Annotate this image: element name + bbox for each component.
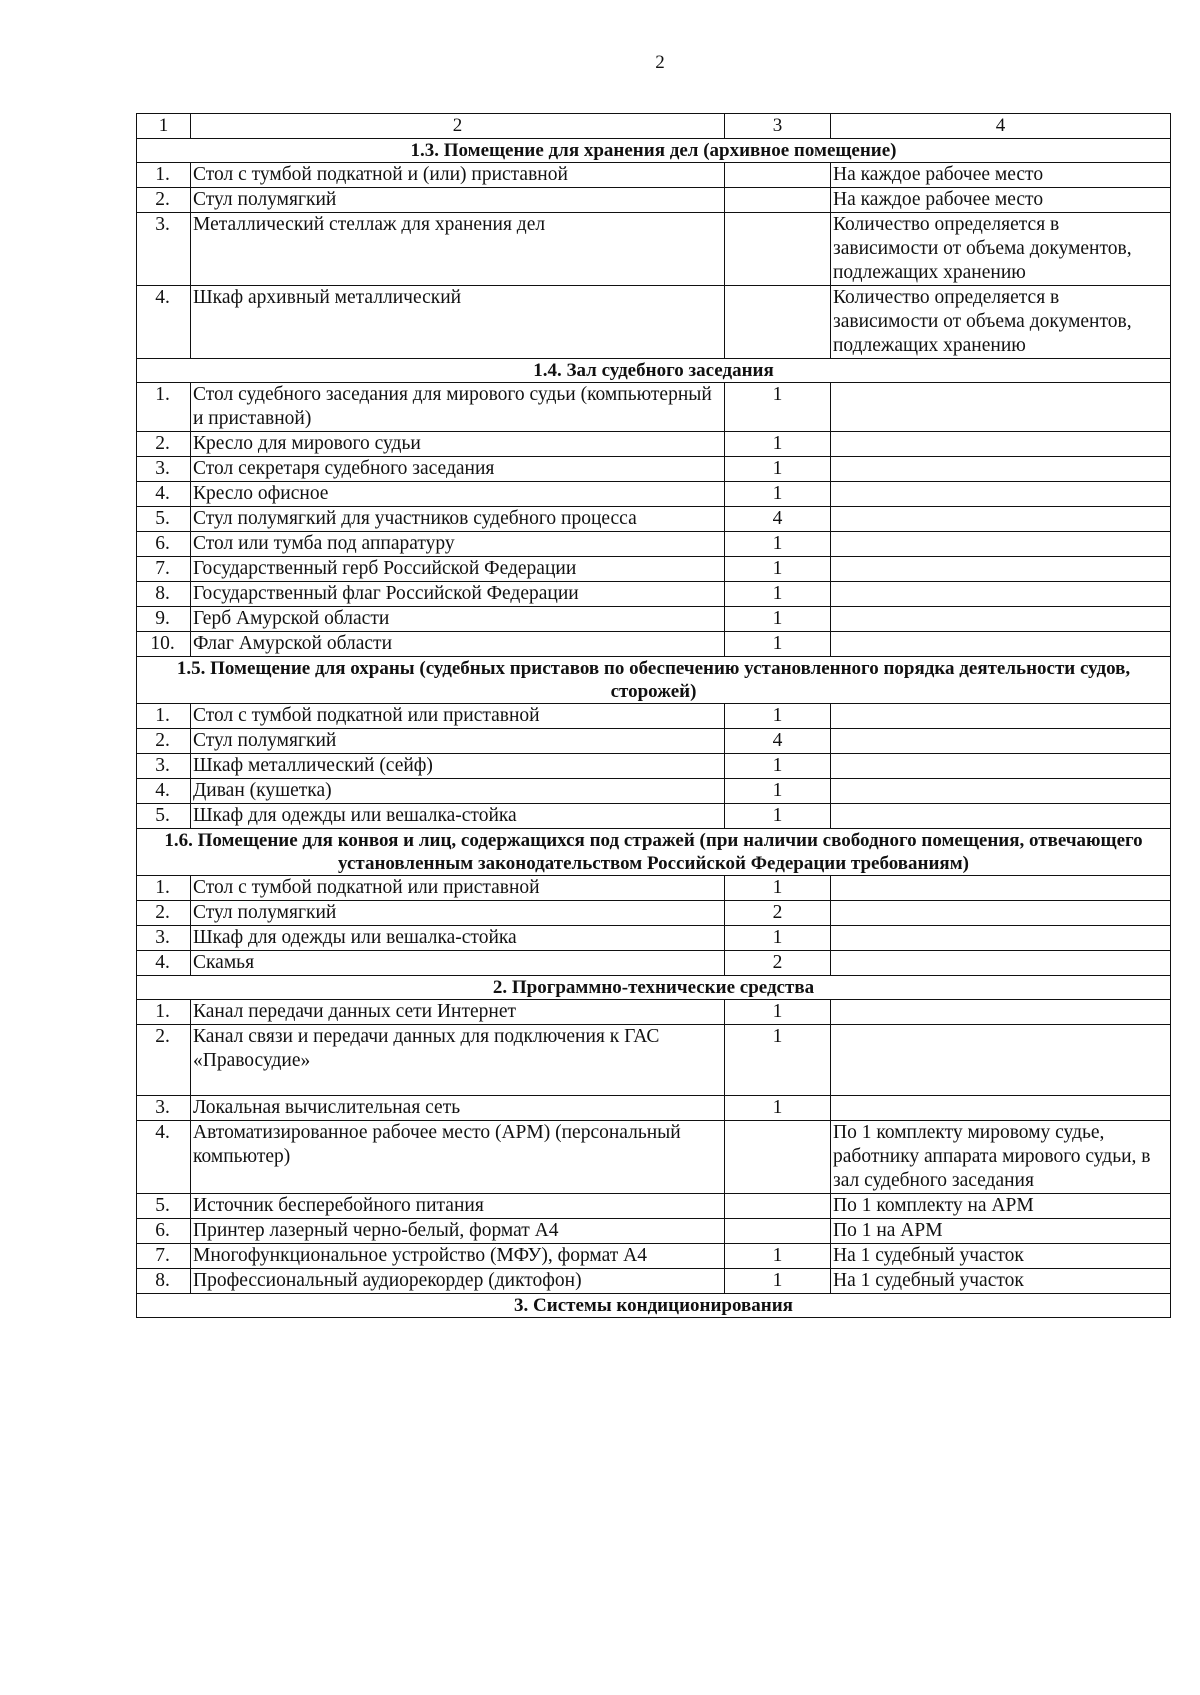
item-quantity: 1 <box>725 532 831 557</box>
table-row <box>137 926 1171 951</box>
item-name: Принтер лазерный черно-белый, формат А4 <box>191 1219 725 1244</box>
item-note <box>831 632 1171 657</box>
item-name: Источник бесперебойного питания <box>191 1194 725 1219</box>
table-row <box>137 557 1171 582</box>
row-number: 5. <box>137 507 191 532</box>
item-name: Локальная вычислительная сеть <box>191 1096 725 1121</box>
table-row <box>137 607 1171 632</box>
page-number: 2 <box>655 52 665 73</box>
table-row <box>137 632 1171 657</box>
item-name: Стол с тумбой подкатной или приставной <box>191 876 725 901</box>
section-title: 1.4. Зал судебного заседания <box>137 359 1171 383</box>
row-number: 3. <box>137 457 191 482</box>
table-row <box>137 286 1171 359</box>
row-number: 10. <box>137 632 191 657</box>
item-quantity: 4 <box>725 507 831 532</box>
item-name: Металлический стеллаж для хранения дел <box>191 213 725 286</box>
item-quantity: 1 <box>725 383 831 432</box>
row-number: 2. <box>137 901 191 926</box>
row-number: 1. <box>137 876 191 901</box>
item-note: На каждое рабочее место <box>831 188 1171 213</box>
row-number: 3. <box>137 926 191 951</box>
item-note <box>831 779 1171 804</box>
header-cell-1: 1 <box>137 114 191 139</box>
item-name: Государственный флаг Российской Федерации <box>191 582 725 607</box>
header-cell-2: 2 <box>191 114 725 139</box>
item-quantity: 1 <box>725 804 831 829</box>
item-quantity: 1 <box>725 779 831 804</box>
header-cell-4: 4 <box>831 114 1171 139</box>
item-quantity: 1 <box>725 557 831 582</box>
section-title: 1.5. Помещение для охраны (судебных приставов по обеспечению установленного порядка деятельности судов, сторожей) <box>137 657 1171 704</box>
item-name: Профессиональный аудиорекордер (диктофон) <box>191 1269 725 1294</box>
item-note: По 1 комплекту мировому судье, работнику аппарата мирового судьи, в зал судебного заседания <box>831 1121 1171 1194</box>
table-row <box>137 704 1171 729</box>
item-quantity: 1 <box>725 876 831 901</box>
row-number: 1. <box>137 1000 191 1025</box>
row-number: 7. <box>137 557 191 582</box>
item-name: Шкаф металлический (сейф) <box>191 754 725 779</box>
item-quantity: 1 <box>725 1269 831 1294</box>
item-quantity: 1 <box>725 754 831 779</box>
row-number: 6. <box>137 1219 191 1244</box>
item-quantity: 1 <box>725 432 831 457</box>
section-heading-row <box>137 359 1171 383</box>
item-name: Кресло офисное <box>191 482 725 507</box>
row-number: 5. <box>137 804 191 829</box>
row-number: 3. <box>137 1096 191 1121</box>
item-name: Диван (кушетка) <box>191 779 725 804</box>
item-quantity: 1 <box>725 632 831 657</box>
item-note <box>831 754 1171 779</box>
item-quantity <box>725 1194 831 1219</box>
item-note <box>831 704 1171 729</box>
item-name: Стол с тумбой подкатной или приставной <box>191 704 725 729</box>
item-quantity <box>725 1219 831 1244</box>
table-row <box>137 457 1171 482</box>
equipment-table <box>136 113 1171 1318</box>
item-note <box>831 582 1171 607</box>
row-number: 8. <box>137 582 191 607</box>
item-quantity: 1 <box>725 1000 831 1025</box>
item-note <box>831 1025 1171 1096</box>
item-name: Автоматизированное рабочее место (АРМ) (персональный компьютер) <box>191 1121 725 1194</box>
item-quantity: 1 <box>725 607 831 632</box>
item-note: По 1 на АРМ <box>831 1219 1171 1244</box>
item-note: Количество определяется в зависимости от объема документов, подлежащих хранению <box>831 286 1171 359</box>
item-name: Скамья <box>191 951 725 976</box>
item-name: Государственный герб Российской Федерации <box>191 557 725 582</box>
row-number: 5. <box>137 1194 191 1219</box>
item-quantity: 2 <box>725 951 831 976</box>
item-quantity: 1 <box>725 582 831 607</box>
item-note <box>831 507 1171 532</box>
section-heading-row <box>137 976 1171 1000</box>
item-quantity: 1 <box>725 1096 831 1121</box>
item-note: На 1 судебный участок <box>831 1269 1171 1294</box>
item-quantity <box>725 213 831 286</box>
row-number: 2. <box>137 729 191 754</box>
item-quantity: 1 <box>725 482 831 507</box>
item-name: Многофункциональное устройство (МФУ), формат А4 <box>191 1244 725 1269</box>
item-note <box>831 532 1171 557</box>
table-row <box>137 1194 1171 1219</box>
row-number: 4. <box>137 951 191 976</box>
table-row <box>137 901 1171 926</box>
item-note: Количество определяется в зависимости от объема документов, подлежащих хранению <box>831 213 1171 286</box>
item-name: Стол секретаря судебного заседания <box>191 457 725 482</box>
table-row <box>137 804 1171 829</box>
section-title: 1.6. Помещение для конвоя и лиц, содержащихся под стражей (при наличии свободного помещения, отвечающего установленным законодательством Российской Федерации требованиям) <box>137 829 1171 876</box>
item-name: Шкаф для одежды или вешалка-стойка <box>191 926 725 951</box>
table-row <box>137 876 1171 901</box>
item-quantity: 1 <box>725 926 831 951</box>
item-name: Герб Амурской области <box>191 607 725 632</box>
row-number: 1. <box>137 704 191 729</box>
row-number: 4. <box>137 1121 191 1194</box>
item-note <box>831 876 1171 901</box>
table-row <box>137 507 1171 532</box>
item-note <box>831 457 1171 482</box>
row-number: 3. <box>137 754 191 779</box>
table-row <box>137 582 1171 607</box>
item-note <box>831 432 1171 457</box>
row-number: 1. <box>137 383 191 432</box>
item-name: Стол с тумбой подкатной и (или) приставной <box>191 163 725 188</box>
item-note: На каждое рабочее место <box>831 163 1171 188</box>
item-note: По 1 комплекту на АРМ <box>831 1194 1171 1219</box>
section-heading-row <box>137 829 1171 876</box>
table-row <box>137 432 1171 457</box>
table-row <box>137 1219 1171 1244</box>
item-note <box>831 729 1171 754</box>
item-quantity: 1 <box>725 1244 831 1269</box>
item-note <box>831 482 1171 507</box>
item-quantity <box>725 286 831 359</box>
item-name: Шкаф архивный металлический <box>191 286 725 359</box>
item-note <box>831 1096 1171 1121</box>
table-row <box>137 1121 1171 1194</box>
row-number: 3. <box>137 213 191 286</box>
table-row <box>137 213 1171 286</box>
row-number: 2. <box>137 432 191 457</box>
row-number: 6. <box>137 532 191 557</box>
item-note <box>831 557 1171 582</box>
table-row <box>137 951 1171 976</box>
item-quantity: 1 <box>725 704 831 729</box>
row-number: 4. <box>137 286 191 359</box>
item-name: Стул полумягкий для участников судебного процесса <box>191 507 725 532</box>
header-row <box>137 114 1171 139</box>
table-row <box>137 1025 1171 1096</box>
table-row <box>137 754 1171 779</box>
item-quantity <box>725 1121 831 1194</box>
item-note <box>831 1000 1171 1025</box>
row-number: 8. <box>137 1269 191 1294</box>
item-note <box>831 951 1171 976</box>
table-row <box>137 532 1171 557</box>
section-title: 3. Системы кондиционирования <box>137 1294 1171 1318</box>
item-quantity: 1 <box>725 1025 831 1096</box>
item-quantity <box>725 163 831 188</box>
item-quantity: 1 <box>725 457 831 482</box>
item-note <box>831 607 1171 632</box>
item-note <box>831 383 1171 432</box>
header-cell-3: 3 <box>725 114 831 139</box>
section-title: 1.3. Помещение для хранения дел (архивное помещение) <box>137 139 1171 163</box>
table-row <box>137 1000 1171 1025</box>
section-heading-row <box>137 657 1171 704</box>
item-note <box>831 901 1171 926</box>
item-name: Шкаф для одежды или вешалка-стойка <box>191 804 725 829</box>
item-note <box>831 804 1171 829</box>
table-row <box>137 1269 1171 1294</box>
item-name: Стул полумягкий <box>191 188 725 213</box>
table-row <box>137 163 1171 188</box>
table-row <box>137 383 1171 432</box>
section-heading-row <box>137 1294 1171 1318</box>
item-note: На 1 судебный участок <box>831 1244 1171 1269</box>
item-quantity: 4 <box>725 729 831 754</box>
section-title: 2. Программно-технические средства <box>137 976 1171 1000</box>
item-name: Флаг Амурской области <box>191 632 725 657</box>
item-name: Стол или тумба под аппаратуру <box>191 532 725 557</box>
table-row <box>137 729 1171 754</box>
section-heading-row <box>137 139 1171 163</box>
item-note <box>831 926 1171 951</box>
item-quantity <box>725 188 831 213</box>
row-number: 1. <box>137 163 191 188</box>
row-number: 4. <box>137 482 191 507</box>
row-number: 2. <box>137 1025 191 1096</box>
item-name: Стул полумягкий <box>191 729 725 754</box>
row-number: 9. <box>137 607 191 632</box>
item-name: Канал связи и передачи данных для подключения к ГАС «Правосудие» <box>191 1025 725 1096</box>
table-row <box>137 188 1171 213</box>
row-number: 7. <box>137 1244 191 1269</box>
table-row <box>137 482 1171 507</box>
item-name: Стул полумягкий <box>191 901 725 926</box>
item-quantity: 2 <box>725 901 831 926</box>
row-number: 2. <box>137 188 191 213</box>
table-row <box>137 1244 1171 1269</box>
item-name: Кресло для мирового судьи <box>191 432 725 457</box>
item-name: Канал передачи данных сети Интернет <box>191 1000 725 1025</box>
row-number: 4. <box>137 779 191 804</box>
item-name: Стол судебного заседания для мирового судьи (компьютерный и приставной) <box>191 383 725 432</box>
table-row <box>137 1096 1171 1121</box>
table-row <box>137 779 1171 804</box>
